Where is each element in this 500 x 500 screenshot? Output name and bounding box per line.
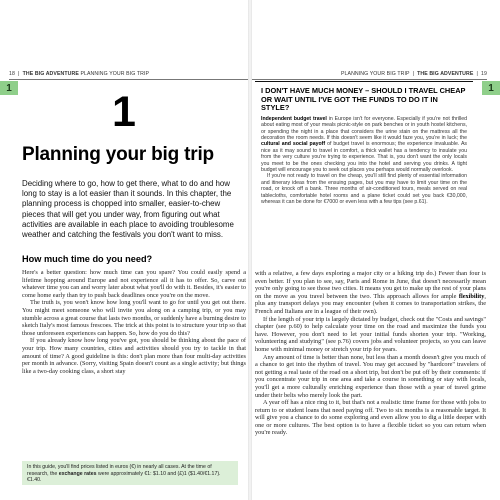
sidebar-text: in Europe isn't for everyone. Especially if you're not thrilled about eating most of your meals picnic-style on park benches or in youth hostel kitchens, or spending the night in a place that considers the urine stain on the mattress all the decoration the room needs. If this doesn't seem like it would faze you, you're in luck; the [261,115,467,141]
paragraph: The truth is, you won't know how long you'll want to go for until you get out there. You might meet someone who will invite you along on a camping trip, or you may stumble across a great course that lasts two months, or suddenly have a burning desire to sketch Italy's most famous frescoes. The trick at this point is to structure your trip so that those unforeseen experiences can happen. So, how do you do this? [22,299,246,337]
body-text-right [255,270,486,437]
paragraph: A year off has a nice ring to it, but that's not a realistic time frame for those with jobs to return to or student loans that need paying off. Two to six months is a reasonable target. It will give you a chance to do some exploring and even allow you to dig a little deeper with one or more cultures. The best option is to have a flexible ticket so you can return when you're ready. [255,399,486,437]
chapter-tab: 1 [482,81,500,95]
section-heading: How much time do you need? [22,254,153,264]
section-name: PLANNING YOUR BIG TRIP [340,71,410,77]
book-title: THE BIG ADVENTURE [417,71,474,77]
running-head-right: PLANNING YOUR BIG TRIP | THE BIG ADVENTURE | 19 [340,71,487,77]
paragraph [255,270,486,316]
chapter-intro: Deciding where to go, how to get there, what to do and how long to stay is a lot easier than it sounds. In this chapter, the planning process is chopped into smaller, easier-to-chew pieces that will get you under way, from figuring out what activities are available in each place to avoiding troublesome weather and catching the festivals you don't want to miss. [22,179,234,240]
sidebar-title: I DON'T HAVE MUCH MONEY – SHOULD I TRAVEL CHEAP OR WAIT UNTIL I'VE GOT THE FUNDS TO DO IT IN STYLE? [261,86,466,113]
sidebar-bold: cultural and social payoff [261,141,326,148]
tip-text-suffix: were approximately €1: $1.10 and (£)1 ($1.40/€1.17). €1.40. [27,470,221,484]
left-page [0,0,248,500]
paragraph: If the length of your trip is largely dictated by budget, check out the "Costs and savings" chapter (see p.60) to help calculate your time on the road and maximize the funds you have. However, you don't need to let your initial funds shorten your trip. "Working, volunteering and studying" (see p.76) covers jobs and volunteer projects, so you can leave home with minimal money or stretch your trip for years. [255,315,486,353]
paragraph: Any amount of time is better than none, but less than a month doesn't give you much of a chance to get into the rhythm of travel. You may get accused by "hardcore" travelers of not getting a real taste of the road on a short trip, but don't be put off by their comments: if you concentrate your trip in one area and take a course in something or stay with locals, you'll get a more culturally enriching experience than those with a year of travel grime under their belts who merely look the part. [255,353,486,399]
sidebar-bold: Independent budget travel [261,115,327,122]
chapter-tab: 1 [0,81,18,95]
sidebar-text: of budget travel is enormous; the experience invaluable. As nice as it may sound to travel in comfort, a thick wallet has a tendency to insulate you from the very culture you're trying to experience. That is, you don't want the only locals you meet to be the ones checking you into the hotel and serving you drinks. A tight budget will encourage you to seek out places you perhaps would normally overlook. [261,141,468,174]
header-rule [252,79,487,80]
tip-text-prefix: In this guide, you'll find prices listed in euros (€) in nearly all cases. At the time of research, the [27,464,212,477]
tip-box [22,461,238,485]
paragraph: Here's a better question: how much time can you spare? You could easily spend a lifetime hopping around Europe and not experience all it has to offer. So, carve out whatever time you can and worry later about what you'll do with it. Besides, it's easier to come home early than try to push back deadlines once you're on the move. [22,269,246,299]
sidebar-paragraph: If you're not ready to travel on the cheap, you'll still find plenty of essential information and itinerary ideas from the ensuing pages, but you may have to limit your time on the road, or knock off a bank. Three months of air-conditioned tours, meals served on real tablecloths, comfortable hotel rooms and a plane ticket could set you back €30,000, whereas it can be done for €7000 or even less with a few tips (see p.61). [261,173,467,206]
book-title: THE BIG ADVENTURE [22,71,79,77]
paragraph-text: with a relative, a few days exploring a major city or a hiking trip do.) Fewer than four is even better. If you plan to see, say, Paris and Rome in June, that doesn't necessarily mean you're only going to see those two cities. It means you get to make up the rest of your plans on the move as you travel between the two. This approach allows for ample [255,270,486,300]
tip-text-bold: exchange rates [58,470,97,477]
page-number: 19 [481,71,487,77]
header-rule [9,79,248,80]
paragraph-text: , plus any transport delays you may encounter (when it comes to transportation strikes, the French and Italians are in a league of their own). [255,292,486,315]
faq-sidebar [255,83,473,265]
sidebar-rule [255,81,473,82]
chapter-number: 1 [112,88,136,136]
chapter-title: Planning your big trip [22,144,214,165]
paragraph: If you already know how long you've got, you should be thinking about the pace of your trip. How many countries, cities and activities should you try to tackle in that amount of time? A good guideline is this: don't plan more than four multi-day activities per month in advance. (Sorry, visiting Spain doesn't count as a single activity; but things like a two-day cooking class, a short stay [22,337,246,375]
paragraph-bold: flexibility [458,292,485,300]
section-name: PLANNING YOUR BIG TRIP [80,71,150,77]
sidebar-paragraph [261,116,467,174]
page-number: 18 [9,71,15,77]
body-text-left [22,269,246,375]
right-page [252,0,500,500]
running-head-left: 18 | THE BIG ADVENTURE PLANNING YOUR BIG TRIP [9,71,150,77]
